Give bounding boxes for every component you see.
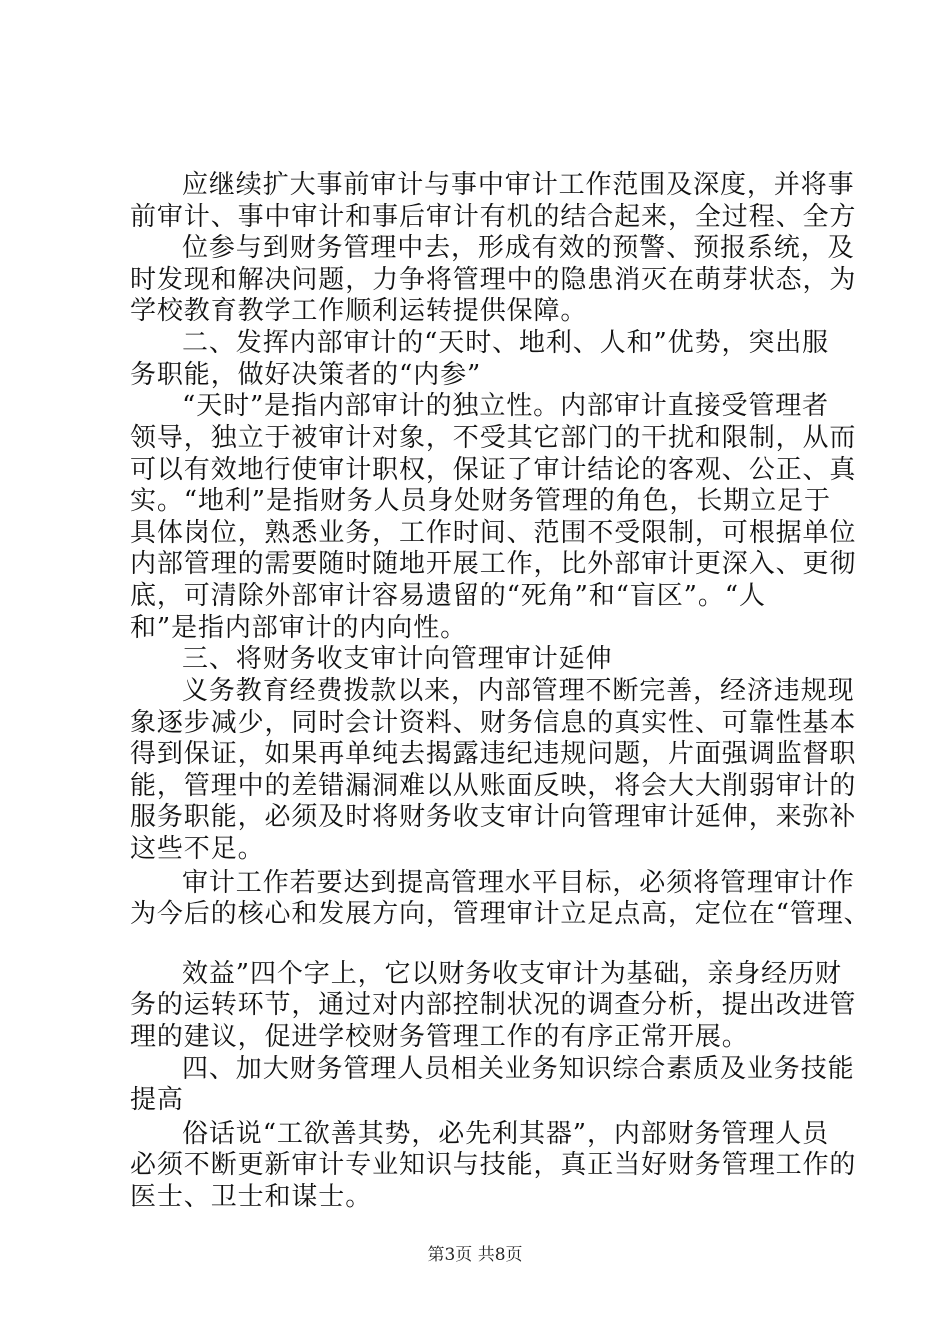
text-line: 底，可清除外部审计容易遗留的“死角”和“盲区”。“人 <box>130 581 766 611</box>
text-line: 领导，独立于被审计对象，不受其它部门的干扰和限制，从而 <box>130 423 857 453</box>
text-line: 时发现和解决问题，力争将管理中的隐患消灭在萌芽状态，为 <box>130 265 857 295</box>
text-line: 内部管理的需要随时随地开展工作，比外部审计更深入、更彻 <box>130 549 857 579</box>
page-number-footer: 第3页 共8页 <box>427 1245 523 1265</box>
text-line: 义务教育经费拨款以来，内部管理不断完善，经济违规现 <box>182 676 855 706</box>
text-line: “天时”是指内部审计的独立性。内部审计直接受管理者 <box>182 391 830 421</box>
text-line: 得到保证，如果再单纯去揭露违纪违规问题，片面强调监督职 <box>130 739 857 769</box>
text-line: 可以有效地行使审计职权，保证了审计结论的客观、公正、真 <box>130 455 857 485</box>
text-line: 学校教育教学工作顺利运转提供保障。 <box>130 296 588 326</box>
text-line: 医士、卫士和谋士。 <box>130 1182 373 1212</box>
text-line: 必须不断更新审计专业知识与技能，真正当好财务管理工作的 <box>130 1150 857 1180</box>
text-line: 具体岗位，熟悉业务，工作时间、范围不受限制，可根据单位 <box>130 518 857 548</box>
text-line: 为今后的核心和发展方向，管理审计立足点高，定位在“管理、 <box>130 899 871 929</box>
section-heading: 提高 <box>130 1085 184 1115</box>
text-line: 这些不足。 <box>130 834 265 864</box>
text-line: 象逐步减少，同时会计资料、财务信息的真实性、可靠性基本 <box>130 708 857 738</box>
text-line: 应继续扩大事前审计与事中审计工作范围及深度，并将事 <box>182 170 855 200</box>
text-line: 务的运转环节，通过对内部控制状况的调查分析，提出改进管 <box>130 990 857 1020</box>
section-heading: 二、发挥内部审计的“天时、地利、人和”优势，突出服 <box>182 328 830 358</box>
text-line: 俗话说“工欲善其势，必先利其器”，内部财务管理人员 <box>182 1119 830 1149</box>
text-line: 位参与到财务管理中去，形成有效的预警、预报系统，及 <box>182 233 855 263</box>
text-line: 效益”四个字上，它以财务收支审计为基础，亲身经历财 <box>182 959 842 989</box>
text-line: 实。“地利”是指财务人员身处财务管理的角色，长期立足于 <box>130 486 831 516</box>
section-heading: 三、将财务收支审计向管理审计延伸 <box>182 644 613 674</box>
section-heading: 务职能，做好决策者的“内参” <box>130 360 482 390</box>
text-line: 理的建议，促进学校财务管理工作的有序正常开展。 <box>130 1022 749 1052</box>
text-line: 和”是指内部审计的内向性。 <box>130 613 467 643</box>
text-line: 能，管理中的差错漏洞难以从账面反映，将会大大削弱审计的 <box>130 771 857 801</box>
text-line: 服务职能，必须及时将财务收支审计向管理审计延伸，来弥补 <box>130 802 857 832</box>
text-line: 审计工作若要达到提高管理水平目标，必须将管理审计作 <box>182 868 855 898</box>
text-line: 前审计、事中审计和事后审计有机的结合起来，全过程、全方 <box>130 202 857 232</box>
section-heading: 四、加大财务管理人员相关业务知识综合素质及业务技能 <box>182 1054 855 1084</box>
